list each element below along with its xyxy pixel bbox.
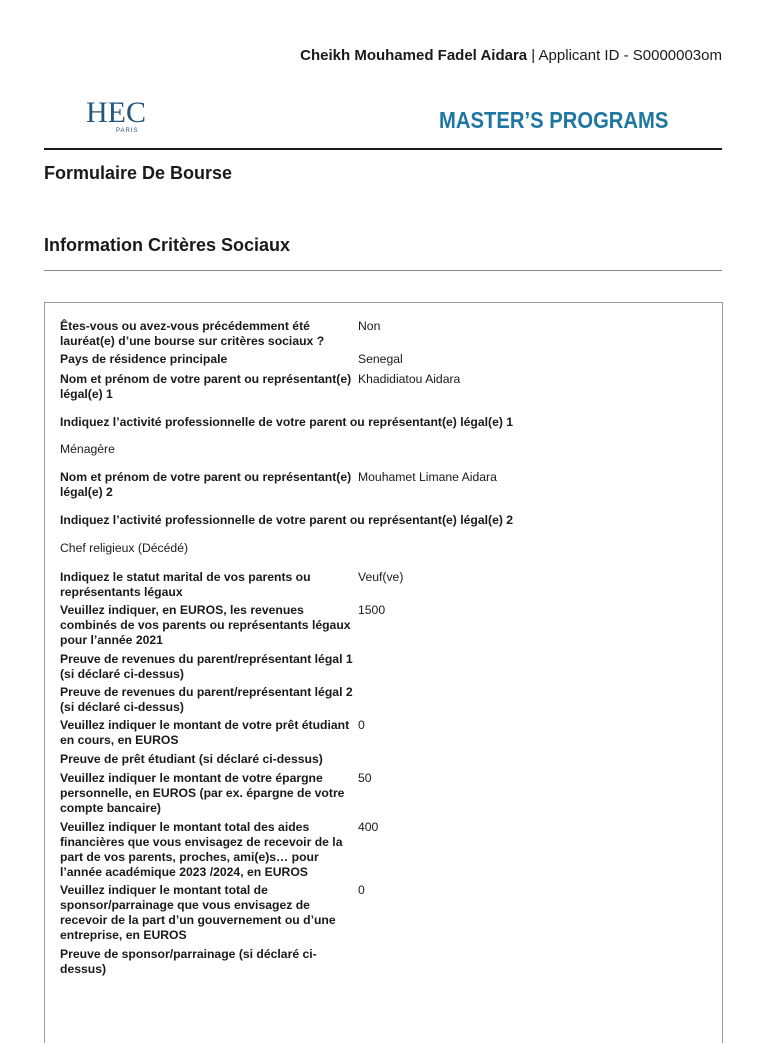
field-answer: Chef religieux (Décédé) (60, 541, 189, 555)
applicant-id: Applicant ID - S0000003om (538, 47, 722, 64)
field-answer: Veuf(ve) (358, 570, 404, 584)
field-answer: Ménagère (60, 442, 115, 456)
section-title: Information Critères Sociaux (44, 235, 291, 255)
field-question: Veuillez indiquer le montant de votre prêt étudiant en cours, en EUROS (60, 718, 350, 747)
program-title: MASTER’S PROGRAMS (439, 107, 669, 133)
hec-logo-subtext: PARIS (116, 128, 139, 134)
field-question: Veuillez indiquer le montant total de sponsor/parrainage que vous envisagez de recevoir de la part d’un gouvernement ou d’une entreprise, en EUROS (60, 883, 336, 942)
field-answer: 0 (358, 883, 365, 897)
field-question: Preuve de prêt étudiant (si déclaré ci-dessus) (60, 752, 323, 766)
field-question: Nom et prénom de votre parent ou représentant(e) légal(e) 1 (60, 372, 352, 401)
hec-logo-text: HEC (86, 96, 146, 129)
field-answer: Mouhamet Limane Aidara (358, 470, 497, 484)
field-answer: 50 (358, 771, 372, 785)
field-answer: 400 (358, 820, 379, 834)
header-separator: | (527, 47, 539, 64)
field-answer: Khadidiatou Aidara (358, 372, 461, 386)
field-question: Indiquez le statut marital de vos parents ou représentants légaux (60, 570, 311, 599)
applicant-name: Cheikh Mouhamed Fadel Aidara (300, 47, 528, 64)
field-question: Veuillez indiquer, en EUROS, les revenues combinés de vos parents ou représentants légaux pour l’année 2021 (60, 603, 351, 647)
field-question: Veuillez indiquer le montant de votre épargne personnelle, en EUROS (par ex. épargne de votre compte bancaire) (60, 771, 345, 815)
field-question: Pays de résidence principale (60, 352, 228, 366)
field-answer: Senegal (358, 352, 403, 366)
hec-logo (86, 98, 166, 140)
form-title: Formulaire De Bourse (44, 163, 233, 183)
field-answer: 0 (358, 718, 365, 732)
field-answer: Non (358, 319, 381, 333)
field-question: Indiquez l’activité professionnelle de votre parent ou représentant(e) légal(e) 2 (60, 513, 514, 527)
header-divider (44, 148, 722, 150)
field-answer: 1500 (358, 603, 386, 617)
field-question: Indiquez l’activité professionnelle de votre parent ou représentant(e) légal(e) 1 (60, 415, 514, 429)
field-question: Preuve de revenues du parent/représentant légal 1 (si déclaré ci-dessus) (60, 652, 353, 681)
applicant-header (300, 47, 722, 64)
field-question: Preuve de sponsor/parrainage (si déclaré ci-dessus) (60, 947, 317, 976)
field-question: Nom et prénom de votre parent ou représentant(e) légal(e) 2 (60, 470, 352, 499)
field-question: Preuve de revenues du parent/représentant légal 2 (si déclaré ci-dessus) (60, 685, 353, 714)
field-question: Veuillez indiquer le montant total des aides financières que vous envisagez de recevoir de la part de vos parents, proches, ami(e)s… pour l’année académique 2023 /2024, en EUROS (60, 820, 343, 879)
section-divider (44, 270, 722, 271)
field-question: Êtes-vous ou avez-vous précédemment été lauréat(e) d’une bourse sur critères sociaux ? (60, 319, 325, 348)
